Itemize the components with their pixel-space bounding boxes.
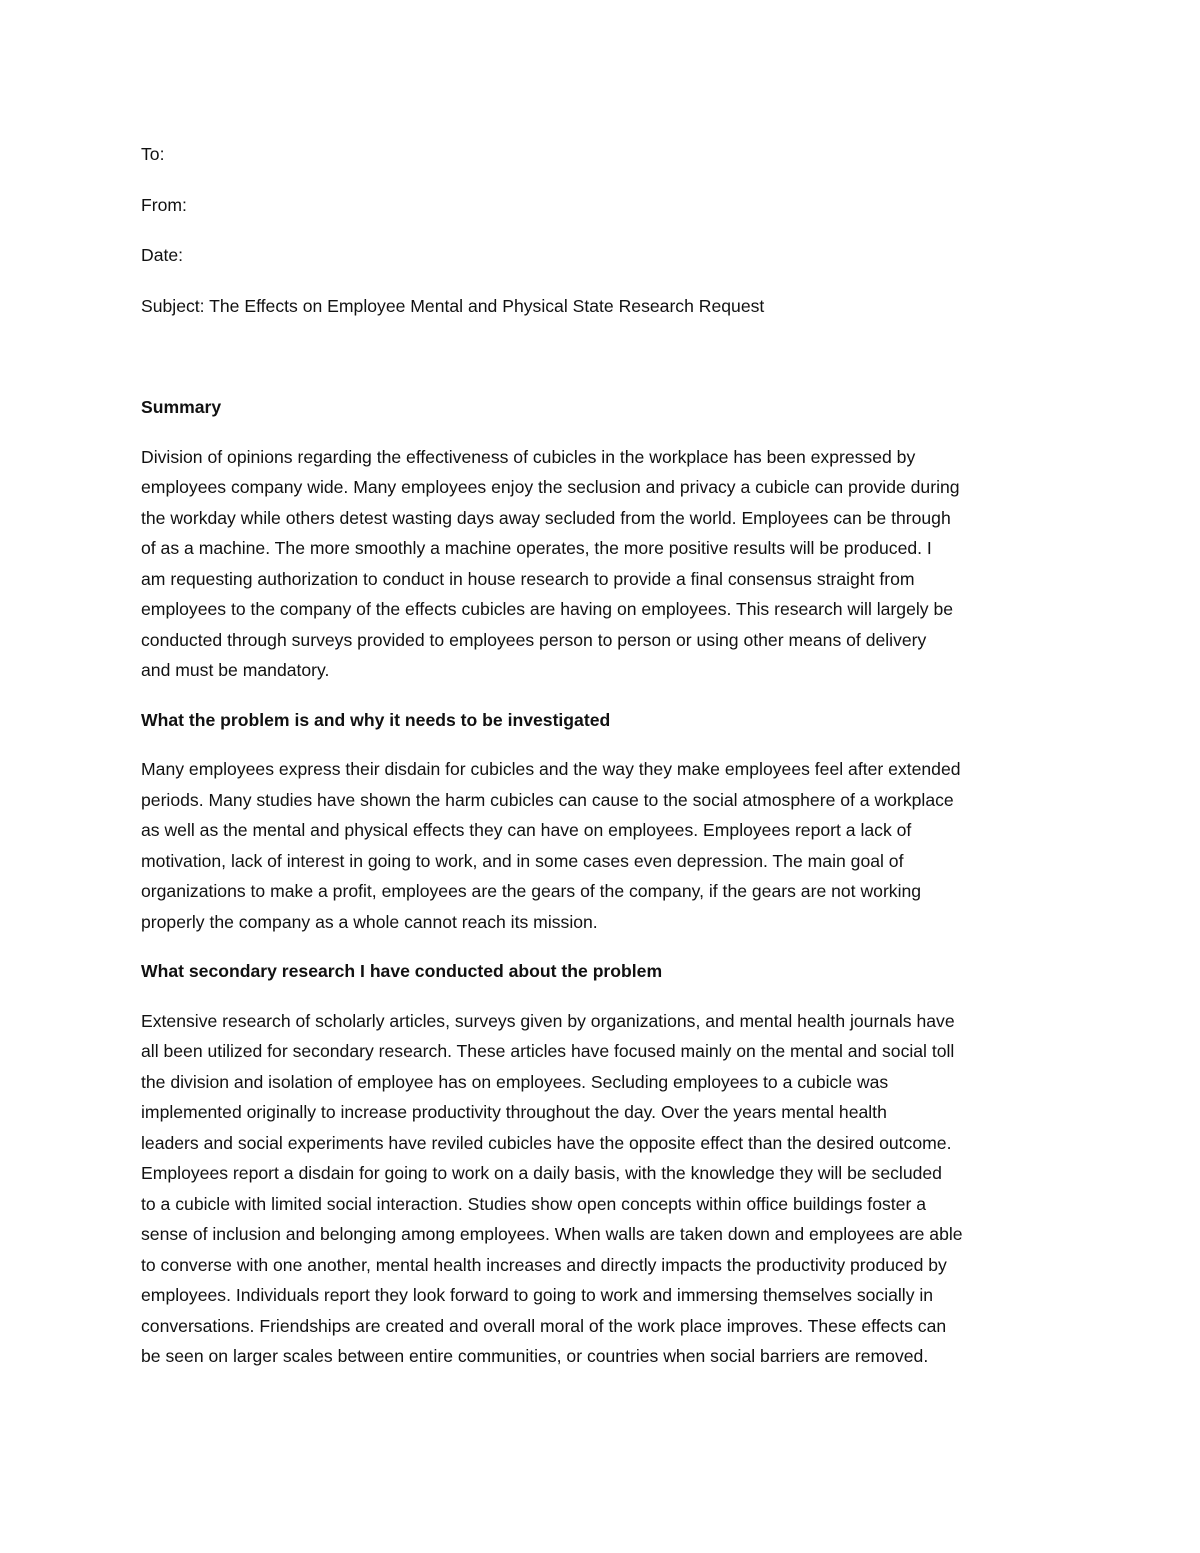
- body-line: implemented originally to increase productivity throughout the day. Over the years mental health: [141, 1102, 887, 1122]
- section-summary: [141, 392, 1071, 686]
- body-line: to a cubicle with limited social interaction. Studies show open concepts within office buildings foster a: [141, 1193, 926, 1214]
- body-line: Employees report a disdain for going to work on a daily basis, with the knowledge they will be secluded: [141, 1163, 942, 1183]
- body-line: employees. Individuals report they look forward to going to work and immersing themselves socially in: [141, 1285, 934, 1305]
- memo-date-label: Date:: [141, 245, 184, 265]
- section-problem: [141, 705, 1071, 938]
- body-line: conversations. Friendships are created and overall moral of the work place improves. These effects can: [141, 1315, 947, 1336]
- section-secondary-research: [141, 956, 1071, 1372]
- memo-from-label: From:: [141, 194, 187, 215]
- body-line: Division of opinions regarding the effectiveness of cubicles in the workplace has been expressed by: [141, 446, 916, 467]
- memo-subject-line: Subject: The Effects on Employee Mental and Physical State Research Request: [141, 295, 765, 316]
- body-line: organizations to make a profit, employees are the gears of the company, if the gears are not working: [141, 881, 922, 901]
- body-line: and must be mandatory.: [141, 660, 330, 680]
- body-line: am requesting authorization to conduct in house research to provide a final consensus straight from: [141, 568, 915, 589]
- body-line: of as a machine. The more smoothly a machine operates, the more positive results will be produced. I: [141, 538, 932, 558]
- body-line: properly the company as a whole cannot reach its mission.: [141, 911, 598, 932]
- body-line: employees company wide. Many employees enjoy the seclusion and privacy a cubicle can provide during: [141, 477, 960, 497]
- body-line: conducted through surveys provided to employees person to person or using other means of delivery: [141, 629, 927, 650]
- body-line: employees to the company of the effects cubicles are having on employees. This research will largely be: [141, 599, 954, 619]
- section-body-secondary-research: [141, 1006, 1071, 1372]
- body-line: to converse with one another, mental health increases and directly impacts the productivity produced by: [141, 1254, 947, 1275]
- body-line: Extensive research of scholarly articles, surveys given by organizations, and mental health journals have: [141, 1010, 955, 1031]
- body-line: Many employees express their disdain for cubicles and the way they make employees feel after extended: [141, 759, 961, 779]
- body-line: motivation, lack of interest in going to work, and in some cases even depression. The main goal of: [141, 850, 904, 871]
- section-body-summary: [141, 442, 1071, 686]
- section-heading-problem: What the problem is and why it needs to be investigated: [141, 709, 611, 730]
- body-line: as well as the mental and physical effects they can have on employees. Employees report a lack of: [141, 820, 912, 840]
- body-line: periods. Many studies have shown the harm cubicles can cause to the social atmosphere of a workplace: [141, 789, 954, 810]
- body-line: the workday while others detest wasting days away secluded from the world. Employees can be through: [141, 507, 951, 528]
- memo-to-label: To:: [141, 144, 165, 164]
- body-line: sense of inclusion and belonging among employees. When walls are taken down and employees are able: [141, 1224, 963, 1244]
- body-line: the division and isolation of employee has on employees. Secluding employees to a cubicle was: [141, 1071, 889, 1092]
- section-heading-secondary-research: What secondary research I have conducted about the problem: [141, 961, 663, 981]
- section-body-problem: [141, 754, 1071, 937]
- memo-document: [141, 139, 1071, 1391]
- section-heading-summary: Summary: [141, 397, 222, 417]
- body-line: leaders and social experiments have reviled cubicles have the opposite effect than the desired outcome.: [141, 1132, 952, 1153]
- body-line: be seen on larger scales between entire communities, or countries when social barriers are removed.: [141, 1346, 929, 1366]
- body-line: all been utilized for secondary research. These articles have focused mainly on the mental and social toll: [141, 1041, 955, 1061]
